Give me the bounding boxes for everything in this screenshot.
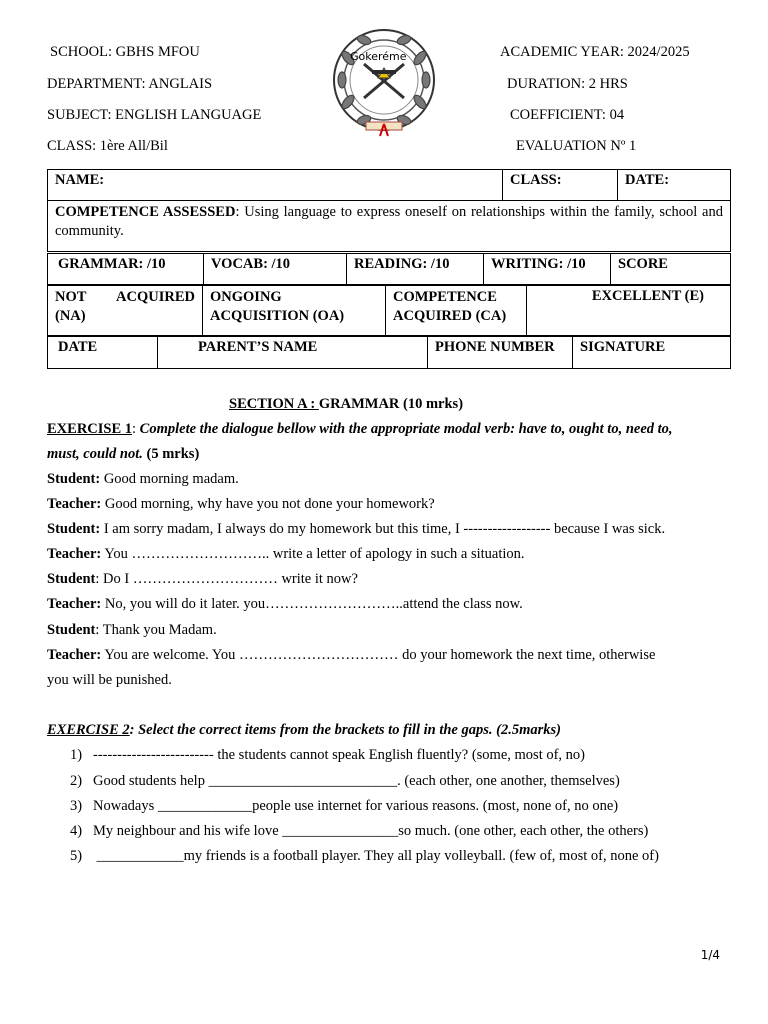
dialogue-text: : Do I ………………………… write it now?	[95, 571, 358, 587]
list-item	[70, 798, 618, 815]
exercise1-marks: (5 mrks)	[142, 446, 200, 462]
competence-cell	[48, 201, 731, 252]
score-table	[47, 253, 731, 285]
dialogue-speaker: Student:	[47, 521, 101, 537]
item-number: 3)	[70, 798, 83, 814]
dialogue-line	[47, 622, 737, 639]
vocab-score: VOCAB: /10	[204, 254, 347, 285]
dialogue-text: Good morning, why have you not done your homework?	[101, 496, 435, 512]
writing-score: WRITING: /10	[484, 254, 611, 285]
excellent-cell: EXCELLENT (E)	[527, 286, 731, 336]
class-label: CLASS: 1ère All/Bil	[47, 138, 168, 154]
dialogue-line	[47, 571, 737, 588]
exercise1-instruction: EXERCISE 1: Complete the dialogue bellow with the appropriate modal verb: have to, ought to, need to,	[47, 421, 673, 437]
competence-label: COMPETENCE ASSESSED	[55, 204, 236, 220]
evaluation-label: EVALUATION Nº 1	[516, 138, 637, 154]
dialogue-line	[47, 647, 737, 664]
list-item	[70, 773, 620, 790]
section-a-heading	[229, 396, 463, 413]
item-number: 5)	[70, 848, 83, 864]
item-number: 4)	[70, 823, 83, 839]
dialogue-line	[47, 596, 737, 613]
parent-table	[47, 336, 731, 369]
not-acquired-cell: NOT ACQUIRED (NA)	[48, 286, 203, 336]
competence-text: : Using language to express oneself on relationships within the family, school and community.	[55, 204, 723, 239]
item-text: My neighbour and his wife love ________________so much. (one other, each other, the others)	[93, 823, 649, 839]
school-label: SCHOOL: GBHS MFOU	[50, 44, 200, 60]
subject-label: SUBJECT: ENGLISH LANGUAGE	[47, 107, 262, 123]
list-item	[70, 848, 659, 865]
signature-cell: SIGNATURE	[573, 337, 731, 369]
dialogue-text: : Thank you Madam.	[95, 622, 217, 638]
reading-score: READING: /10	[347, 254, 484, 285]
dialogue-speaker: Teacher:	[47, 496, 102, 512]
dialogue-line	[47, 546, 737, 563]
dialogue-line	[47, 521, 737, 538]
grammar-score: GRAMMAR: /10	[48, 254, 204, 285]
list-item	[70, 823, 648, 840]
dialogue-speaker: Teacher:	[47, 596, 102, 612]
item-text: Nowadays _____________people use internet for various reasons. (most, none of, no one)	[93, 798, 619, 814]
dialogue-speaker: Student:	[47, 471, 101, 487]
item-text: ------------------------- the students cannot speak English fluently? (some, most of, no)	[93, 747, 586, 763]
item-text: Good students help __________________________. (each other, one another, themselves)	[93, 773, 620, 789]
date-column-cell: DATE	[48, 337, 158, 369]
seal-text: Gokeréme	[350, 50, 407, 63]
exercise2-instruction	[47, 722, 737, 739]
competence-acquired-cell: COMPETENCE ACQUIRED (CA)	[386, 286, 527, 336]
dialogue-text: You ……………………….. write a letter of apology in such a situation.	[101, 546, 525, 562]
list-item	[70, 747, 585, 764]
dialogue-speaker: Student	[47, 571, 96, 587]
item-number: 2)	[70, 773, 83, 789]
page-number: 1/4	[700, 948, 720, 962]
dialogue-speaker: Student	[47, 622, 96, 638]
student-info-table	[47, 169, 731, 252]
total-score: SCORE	[611, 254, 731, 285]
ongoing-acquisition-cell: ONGOING ACQUISITION (OA)	[203, 286, 386, 336]
dialogue-line	[47, 496, 737, 513]
exercise2-instruction-text: : Select the correct items from the brackets to fill in the gaps. (2.5marks)	[129, 722, 561, 738]
dialogue-text: You are welcome. You …………………………… do your homework the next time, otherwise	[101, 647, 656, 663]
competence-level-table	[47, 285, 731, 336]
duration-label: DURATION: 2 HRS	[507, 76, 628, 92]
parent-name-cell: PARENT’S NAME	[158, 337, 428, 369]
academic-year-label: ACADEMIC YEAR: 2024/2025	[500, 44, 690, 60]
class-cell: CLASS:	[503, 170, 618, 201]
dialogue-speaker: Teacher:	[47, 647, 102, 663]
exercise2-label: EXERCISE 2	[47, 722, 130, 738]
coefficient-label: COEFFICIENT: 04	[510, 107, 625, 123]
name-cell: NAME:	[48, 170, 503, 201]
dialogue-line	[47, 471, 737, 488]
section-a-prefix: SECTION A :	[229, 396, 319, 412]
exercise1-label: EXERCISE 1	[47, 421, 133, 437]
dialogue-speaker: Teacher:	[47, 546, 102, 562]
exercise1-instruction-line2: must, could not.	[47, 446, 143, 462]
dialogue-continuation: you will be punished.	[47, 672, 172, 688]
dialogue-text: Good morning madam.	[100, 471, 239, 487]
date-cell: DATE:	[618, 170, 731, 201]
school-seal-logo	[326, 28, 442, 140]
phone-number-cell: PHONE NUMBER	[428, 337, 573, 369]
exercise1-instruction-cont	[47, 446, 737, 463]
item-number: 1)	[70, 747, 83, 763]
item-text: ____________my friends is a football player. They all play volleyball. (few of, most of, none of)	[93, 848, 659, 864]
department-label: DEPARTMENT: ANGLAIS	[47, 76, 213, 92]
exercise1-instruction-line1: Complete the dialogue bellow with the appropriate modal verb: have to, ought to, need to,	[139, 421, 673, 437]
dialogue-text: I am sorry madam, I always do my homework but this time, I ------------------ because I was sick.	[100, 521, 666, 537]
dialogue-text: No, you will do it later. you………………………..attend the class now.	[101, 596, 523, 612]
section-a-title: GRAMMAR (10 mrks)	[318, 396, 464, 412]
